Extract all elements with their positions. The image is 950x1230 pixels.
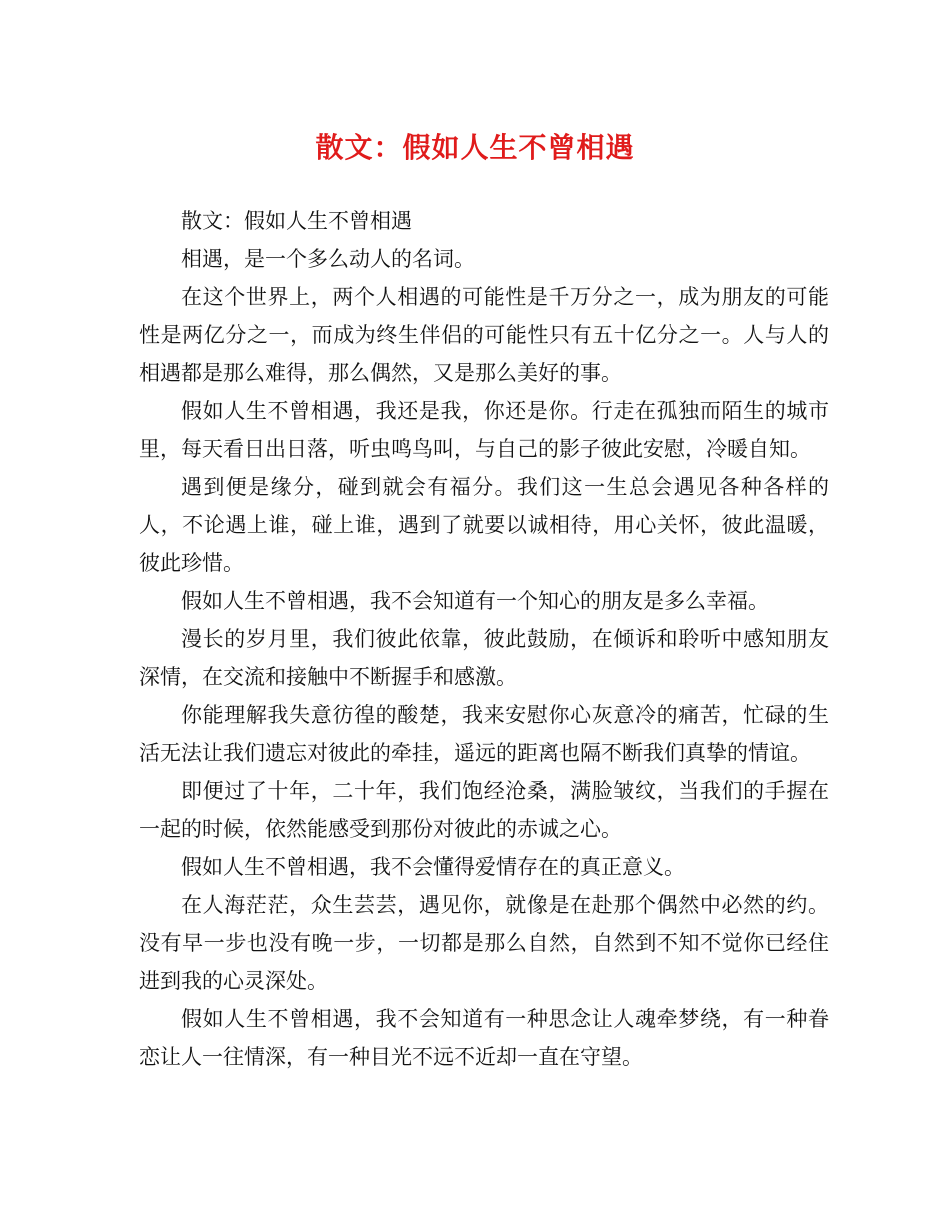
document-body (139, 202, 829, 1076)
paragraph: 在人海茫茫，众生芸芸，遇见你，就像是在赴那个偶然中必然的约。没有早一步也没有晚一步，一切都是那么自然，自然到不知不觉你已经住进到我的心灵深处。 (139, 893, 829, 993)
paragraph-subtitle: 散文：假如人生不曾相遇 (181, 209, 412, 233)
paragraph: 假如人生不曾相遇，我不会懂得爱情存在的真正意义。 (181, 855, 685, 879)
paragraph: 遇到便是缘分，碰到就会有福分。我们这一生总会遇见各种各样的人，不论遇上谁，碰上谁，遇到了就要以诚相待，用心关怀，彼此温暖，彼此珍惜。 (139, 475, 829, 575)
paragraph: 即便过了十年，二十年，我们饱经沧桑，满脸皱纹，当我们的手握在一起的时候，依然能感受到那份对彼此的赤诚之心。 (139, 779, 829, 841)
paragraph: 假如人生不曾相遇，我还是我，你还是你。行走在孤独而陌生的城市里，每天看日出日落，听虫鸣鸟叫，与自己的影子彼此安慰，冷暖自知。 (139, 399, 829, 461)
document-title: 散文：假如人生不曾相遇 (315, 131, 635, 164)
paragraph: 相遇，是一个多么动人的名词。 (181, 247, 475, 271)
paragraph: 假如人生不曾相遇，我不会知道有一个知心的朋友是多么幸福。 (181, 589, 769, 613)
paragraph: 在这个世界上，两个人相遇的可能性是千万分之一，成为朋友的可能性是两亿分之一，而成为终生伴侣的可能性只有五十亿分之一。人与人的相遇都是那么难得，那么偶然，又是那么美好的事。 (139, 285, 829, 385)
paragraph: 假如人生不曾相遇，我不会知道有一种思念让人魂牵梦绕，有一种眷恋让人一往情深，有一种目光不远不近却一直在守望。 (139, 1007, 829, 1069)
paragraph: 你能理解我失意彷徨的酸楚，我来安慰你心灰意冷的痛苦，忙碌的生活无法让我们遗忘对彼此的牵挂，遥远的距离也隔不断我们真挚的情谊。 (139, 703, 829, 765)
paragraph: 漫长的岁月里，我们彼此依靠，彼此鼓励，在倾诉和聆听中感知朋友深情，在交流和接触中不断握手和感激。 (139, 627, 829, 689)
